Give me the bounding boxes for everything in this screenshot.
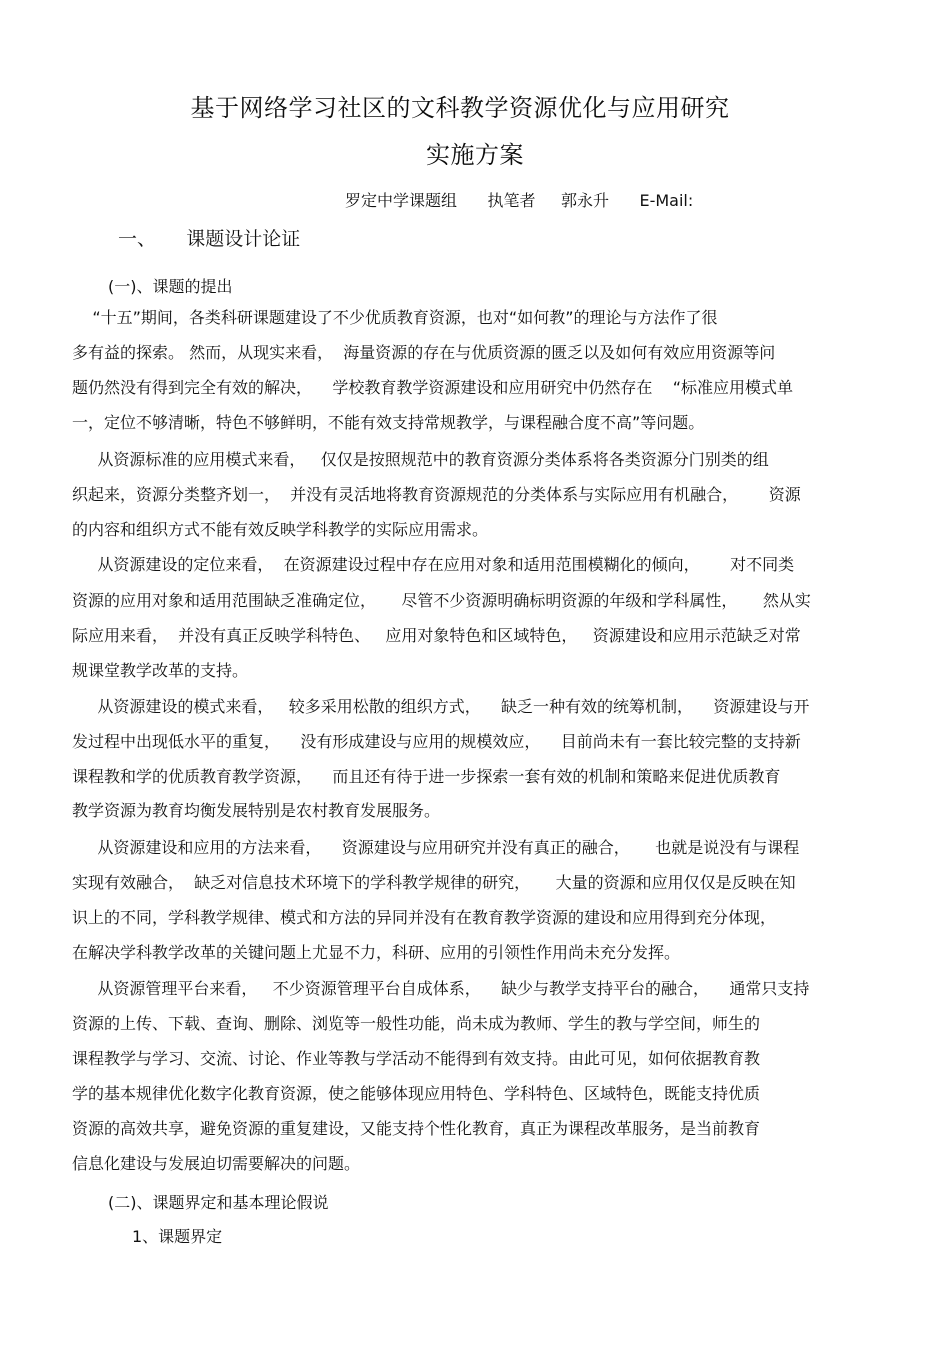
body-line: 际应用来看， 并没有真正反映学科特色、 应用对象特色和区域特色， 资源建设和应用示范缺乏对常 — [72, 626, 801, 645]
body-line: 一，定位不够清晰，特色不够鲜明，不能有效支持常规教学，与课程融合度不高”等问题。 — [72, 413, 705, 432]
body-line: 在解决学科教学改革的关键问题上尤显不力，科研、应用的引领性作用尚未充分发挥。 — [72, 943, 681, 962]
body-line: 发过程中出现低水平的重复， 没有形成建设与应用的规模效应， 目前尚未有一套比较完整的支持新 — [72, 732, 801, 751]
body-line: 课程教和学的优质教育教学资源， 而且还有待于进一步探索一套有效的机制和策略来促进优质教育 — [72, 767, 781, 786]
body-line: 从资源管理平台来看， 不少资源管理平台自成体系， 缺少与教学支持平台的融合， 通常只支持 — [72, 979, 810, 998]
body-line: “十五”期间，各类科研课题建设了不少优质教育资源，也对“如何教”的理论与方法作了很 — [72, 308, 718, 327]
body-line: 信息化建设与发展迫切需要解决的问题。 — [72, 1154, 361, 1173]
body-line: 从资源建设的定位来看， 在资源建设过程中存在应用对象和适用范围模糊化的倾向， 对不同类 — [72, 555, 795, 574]
body-line: 织起来，资源分类整齐划一， 并没有灵活地将教育资源规范的分类体系与实际应用有机融合， 资源 — [72, 485, 801, 504]
body-line: 规课堂教学改革的支持。 — [72, 661, 249, 680]
body-line: 学的基本规律优化数字化教育资源，使之能够体现应用特色、学科特色、区域特色，既能支持优质 — [72, 1084, 761, 1103]
author-byline: 罗定中学课题组 执笔者 郭永升 E-Mail: — [345, 191, 694, 210]
subsection-heading-2: (二)、课题界定和基本理论假说 — [108, 1193, 329, 1212]
body-line: 资源的高效共享，避免资源的重复建设，又能支持个性化教育，真正为课程改革服务，是当前教育 — [72, 1119, 761, 1138]
body-line: 题仍然没有得到完全有效的解决， 学校教育教学资源建设和应用研究中仍然存在 “标准应用模式单 — [72, 378, 793, 397]
body-line: 识上的不同，学科教学规律、模式和方法的异同并没有在教育教学资源的建设和应用得到充分体现， — [72, 908, 777, 927]
section-heading-1: 一、 课题设计论证 — [118, 228, 301, 250]
body-line: 教学资源为教育均衡发展特别是农村教育发展服务。 — [72, 801, 441, 820]
document-title: 基于网络学习社区的文科教学资源优化与应用研究 — [190, 94, 730, 122]
body-line: 从资源建设和应用的方法来看， 资源建设与应用研究并没有真正的融合， 也就是说没有与课程 — [72, 838, 800, 857]
body-line: 从资源标准的应用模式来看， 仅仅是按照规范中的教育资源分类体系将各类资源分门别类的组 — [72, 450, 769, 469]
document-subtitle: 实施方案 — [426, 141, 524, 169]
body-line: 资源的上传、下载、查询、删除、浏览等一般性功能，尚未成为教师、学生的教与学空间，师生的 — [72, 1014, 761, 1033]
item-heading-1: 1、课题界定 — [132, 1227, 223, 1246]
body-line: 课程教学与学习、交流、讨论、作业等教与学活动不能得到有效支持。由此可见，如何依据教育教 — [72, 1049, 761, 1068]
body-line: 多有益的探索。 然而，从现实来看， 海量资源的存在与优质资源的匮乏以及如何有效应用资源等问 — [72, 343, 776, 362]
body-line: 实现有效融合， 缺乏对信息技术环境下的学科教学规律的研究， 大量的资源和应用仅仅是反映在知 — [72, 873, 796, 892]
body-line: 资源的应用对象和适用范围缺乏准确定位， 尽管不少资源明确标明资源的年级和学科属性， 然从实 — [72, 591, 811, 610]
body-line: 的内容和组织方式不能有效反映学科教学的实际应用需求。 — [72, 520, 489, 539]
body-line: 从资源建设的模式来看， 较多采用松散的组织方式， 缺乏一种有效的统筹机制， 资源建设与开 — [72, 697, 810, 716]
subsection-heading-1: (一)、课题的提出 — [108, 277, 233, 296]
